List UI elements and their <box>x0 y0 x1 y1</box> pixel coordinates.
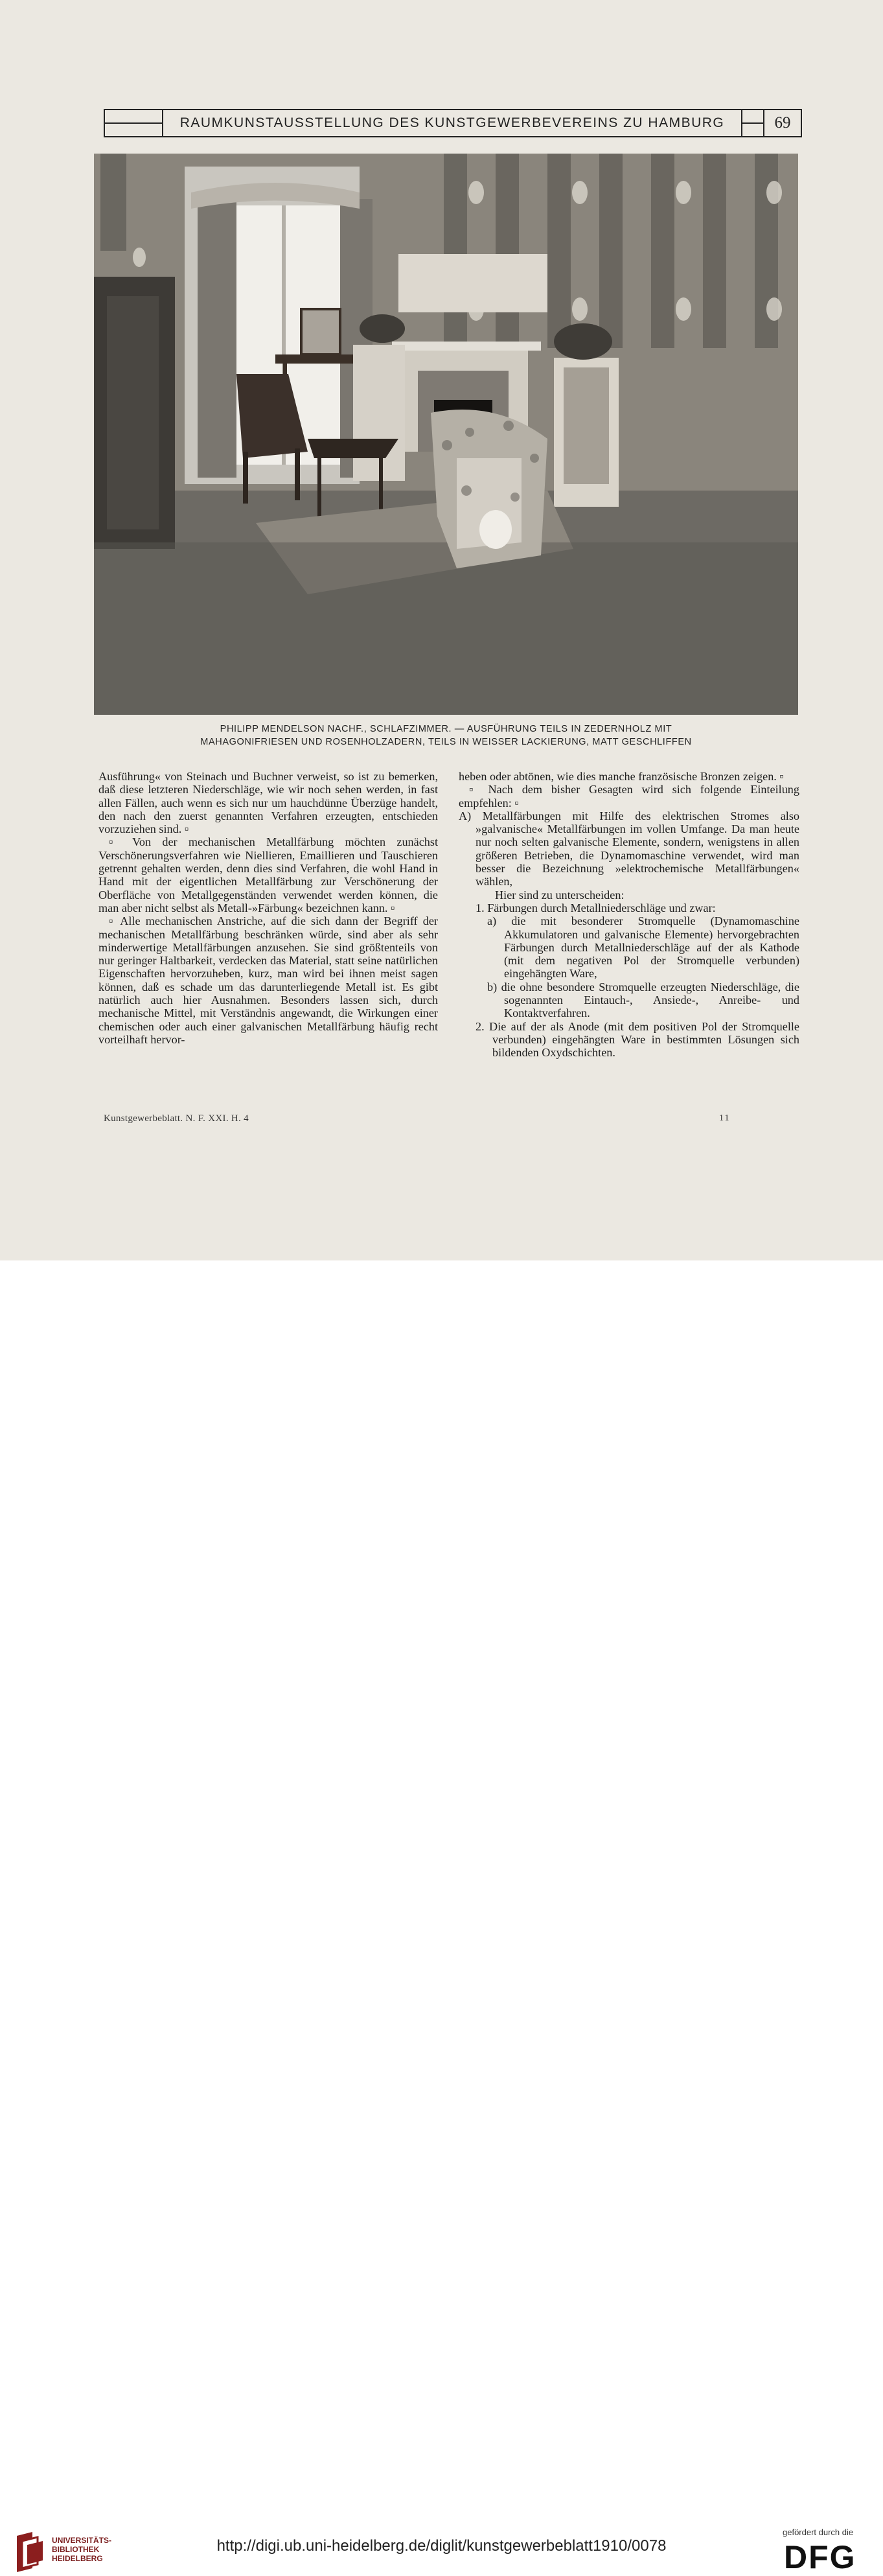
right-item-1a: a) die mit besonderer Stromquelle (Dynamomaschine Akkumulatoren und galvanische Elemente) hervorgebrachten Färbungen durch Metallniederschläge auf der als Kathode (mit dem negativen Pol der Stromquelle verbunden) eingehängten Ware, <box>487 914 799 981</box>
sponsor-note: gefördert durch die <box>783 2527 854 2537</box>
source-url[interactable]: http://digi.ub.uni-heidelberg.de/diglit/kunstgewerbeblatt1910/0078 <box>216 2537 667 2555</box>
scanned-page <box>0 0 883 1260</box>
running-head-rule-right <box>741 110 764 136</box>
text-column-left <box>98 770 438 1046</box>
right-subheading: Hier sind zu unterscheiden: <box>495 888 625 901</box>
dfg-logo: DFG <box>784 2539 856 2575</box>
right-item-1b: b) die ohne besondere Stromquelle erzeugten Niederschläge, die sogenannten Eintauch-, Ansiede-, Anreibe- und Kontaktverfahren. <box>487 980 799 1020</box>
bedroom-photograph <box>94 154 798 715</box>
page-number: 69 <box>774 114 791 132</box>
signature-mark: 11 <box>719 1113 731 1123</box>
journal-footer: Kunstgewerbeblatt. N. F. XXI. H. 4 <box>104 1113 249 1124</box>
caption-line-2: MAHAGONIFRIESEN UND ROSENHOLZADERN, TEILS IN WEISSER LACKIERUNG, MATT GESCHLIFFEN <box>200 737 692 747</box>
right-paragraph-2: ▫ Nach dem bisher Gesagten wird sich folgende Einteilung empfehlen: ▫ <box>459 783 799 809</box>
running-head-rule-left <box>105 110 163 136</box>
caption-line-1: PHILIPP MENDELSON NACHF., SCHLAFZIMMER. — AUSFÜHRUNG TEILS IN ZEDERNHOLZ MIT <box>220 724 672 734</box>
right-paragraph-1: heben oder abtönen, wie dies manche französische Bronzen zeigen. ▫ <box>459 770 784 783</box>
digitization-bar <box>0 1260 883 2575</box>
text-column-right <box>459 770 799 1060</box>
left-paragraph-3: ▫ Alle mechanischen Anstriche, auf die sich dann der Begriff der mechanischen Metallfärbung beschränken würde, sind aber als sehr minderwertige Metallfärbungen anzusehen. Sie sind größtenteils von nur geringer Haltbarkeit, verdecken das Material, statt seine natürlichen Eigenschaften hervorzuheben, kurz, man wird bei ihnen meist sagen können, daß es schade um das darunterliegende Metall ist. Es gibt natürlich auch hier Ausnahmen. Besonders lassen sich, durch mechanische Mittel, mit Verständnis angewandt, die Wirkungen einer chemischen oder auch einer galvanischen Metallfärbung häufig recht vorteilhaft hervor- <box>98 914 438 1046</box>
right-item-a: A) Metallfärbungen mit Hilfe des elektrischen Stromes also »galvanische« Metallfärbungen im vollen Umfange. Da man heute nur noch selten galvanische Elemente, sondern, wenigstens in allen größeren Betrieben, die Dynamomaschine verwendet, wird man besser die Bezeichnung »elektrochemische Metallfärbungen« wählen, <box>459 809 799 888</box>
figure-caption <box>94 723 798 748</box>
left-paragraph-2: ▫ Von der mechanischen Metallfärbung möchten zunächst Verschönerungsverfahren wie Niellieren, Emaillieren und Tauschieren getrennt gehalten werden, denn dies sind Verfahren, die wohl Hand in Hand mit der eigentlichen Metallfärbung zur Verschönerung der Oberfläche von Metallgegenständen verwendet werden können, die man aber nicht selbst als Metall-»Färbung« bezeichnen kann. ▫ <box>98 835 438 914</box>
right-item-2: 2. Die auf der als Anode (mit dem positiven Pol der Stromquelle verbunden) eingehängten Ware in bestimmten Lösungen sich bildenden Oxydschichten. <box>476 1019 799 1060</box>
library-name-line-3: HEIDELBERG <box>52 2554 103 2563</box>
running-head <box>104 109 802 137</box>
library-name-line-1: UNIVERSITÄTS- <box>52 2536 112 2545</box>
library-name-line-2: BIBLIOTHEK <box>52 2545 100 2554</box>
left-paragraph-1: Ausführung« von Steinach und Buchner verweist, so ist zu bemerken, daß diese letzteren Niederschläge, wie wir noch sehen werden, in fast allen Fällen, auch wenn es sich nur um hauchdünne Überzüge handelt, den nach den zuerst genannten Verfahren erzeugten, entschieden vorzuziehen sind. ▫ <box>98 770 438 836</box>
running-head-title: RAUMKUNSTAUSSTELLUNG DES KUNSTGEWERBEVEREINS ZU HAMBURG <box>179 115 725 130</box>
right-item-1: 1. Färbungen durch Metallniederschläge und zwar: <box>476 901 716 914</box>
